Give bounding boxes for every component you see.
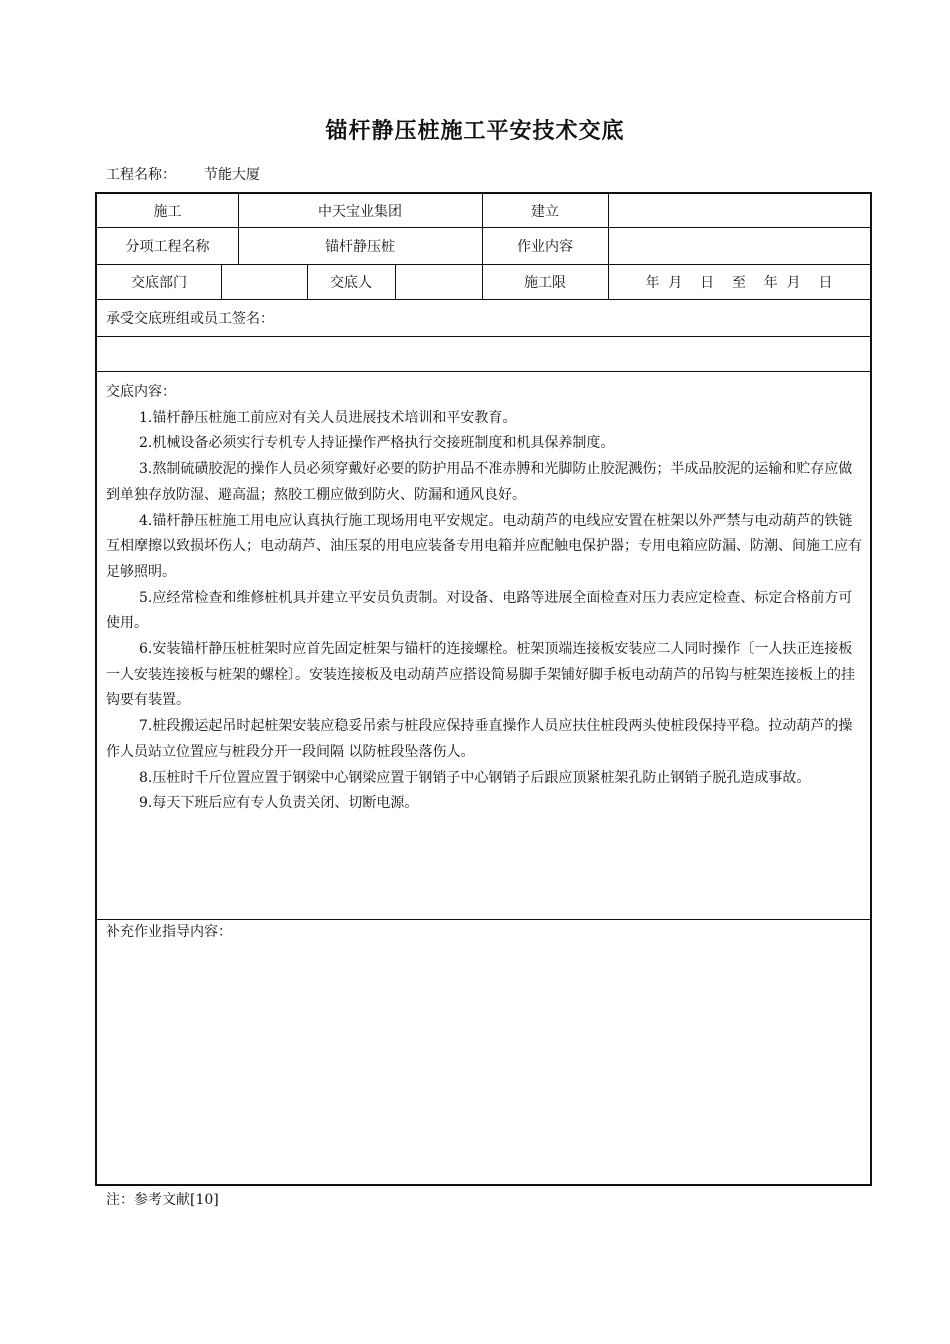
content-item-3: 3.熬制硫磺胶泥的操作人员必须穿戴好必要的防护用品不准赤膊和光脚防止胶泥溅伤；半成品胶泥的运输和贮存应做到单独存放防湿、避高温；熬胶工棚应做到防火、防漏和通风良好。 [106,461,853,503]
signature-label: 承受交底班组或员工签名： [106,310,274,327]
construction-unit-value[interactable]: 中天宝业集团 [318,203,402,220]
project-name-value: 节能大厦 [204,167,260,183]
disclosure-dept-value[interactable] [221,264,307,299]
footnote: 注：参考文献[10] [106,1192,219,1208]
content-item-8: 8.压桩时千斤位置应置于钢梁中心钢梁应置于钢销子中心钢销子后跟应顶紧桩架孔防止钢销子脱孔造成事故。 [139,769,811,786]
project-name-label: 工程名称： [106,167,176,183]
content-heading: 交底内容： [106,384,176,400]
project-name-line [106,164,260,184]
content-item-7: 7.桩段搬运起吊时起桩架安装应稳妥吊索与桩段应保持垂直操作人员应扶住桩段两头使桩段保持平稳。拉动葫芦的操作人员站立位置应与桩段分开一段间隔 以防桩段坠落伤人。 [106,718,853,760]
subitem-name-label: 分项工程名称 [125,238,210,255]
supplement-label: 补充作业指导内容： [106,924,232,940]
disclosure-content [106,380,866,817]
work-content-value[interactable] [608,227,870,264]
content-item-5: 5.应经常检查和维修桩机具并建立平安员负责制。对设备、电路等进展全面检查对压力表应定检查、标定合格前方可使用。 [106,589,853,632]
content-item-9: 9.每天下班后应有专人负责关闭、切断电源。 [139,795,419,812]
disclosure-dept-label: 交底部门 [131,274,187,291]
construction-unit-label: 施工 [153,203,182,220]
discloser-value[interactable] [395,264,482,299]
signature-field[interactable] [97,336,866,371]
content-item-4: 4.锚杆静压桩施工用电应认真执行施工现场用电平安规定。电动葫芦的电线应安置在桩架以外严禁与电动葫芦的铁链互相摩擦以致损坏伤人；电动葫芦、油压泵的用电应装备专用电箱并应配触电保护器；专用电箱应防漏、防潮、间施工应有足够照明。 [106,512,862,580]
document-title: 锚杆静压桩施工平安技术交底 [325,118,625,144]
row-divider [97,919,870,920]
content-item-1: 1.锚杆静压桩施工前应对有关人员进展技术培训和平安教育。 [139,409,517,426]
construction-period-label: 施工限 [524,274,566,291]
row-divider [97,371,870,372]
build-unit-value[interactable] [608,194,870,227]
construction-period-value[interactable]: 年 月 日 至 年 月 日 [645,274,833,291]
build-unit-label: 建立 [531,203,559,220]
content-item-2: 2.机械设备必须实行专机专人持证操作严格执行交接班制度和机具保养制度。 [139,435,615,452]
subitem-name-value[interactable]: 锚杆静压桩 [325,238,395,255]
content-item-6: 6.安装锚杆静压桩桩架时应首先固定桩架与锚杆的连接螺栓。桩架顶端连接板安装应二人同时操作〔一人扶正连接板一人安装连接板与桩架的螺栓〕。安装连接板及电动葫芦应搭设简易脚手架铺好脚手板电动葫芦的吊钩与桩架连接板上的挂钩要有装置。 [106,641,855,709]
disclosure-form-table [95,192,872,1186]
discloser-label: 交底人 [330,274,372,291]
work-content-label: 作业内容 [517,238,573,255]
